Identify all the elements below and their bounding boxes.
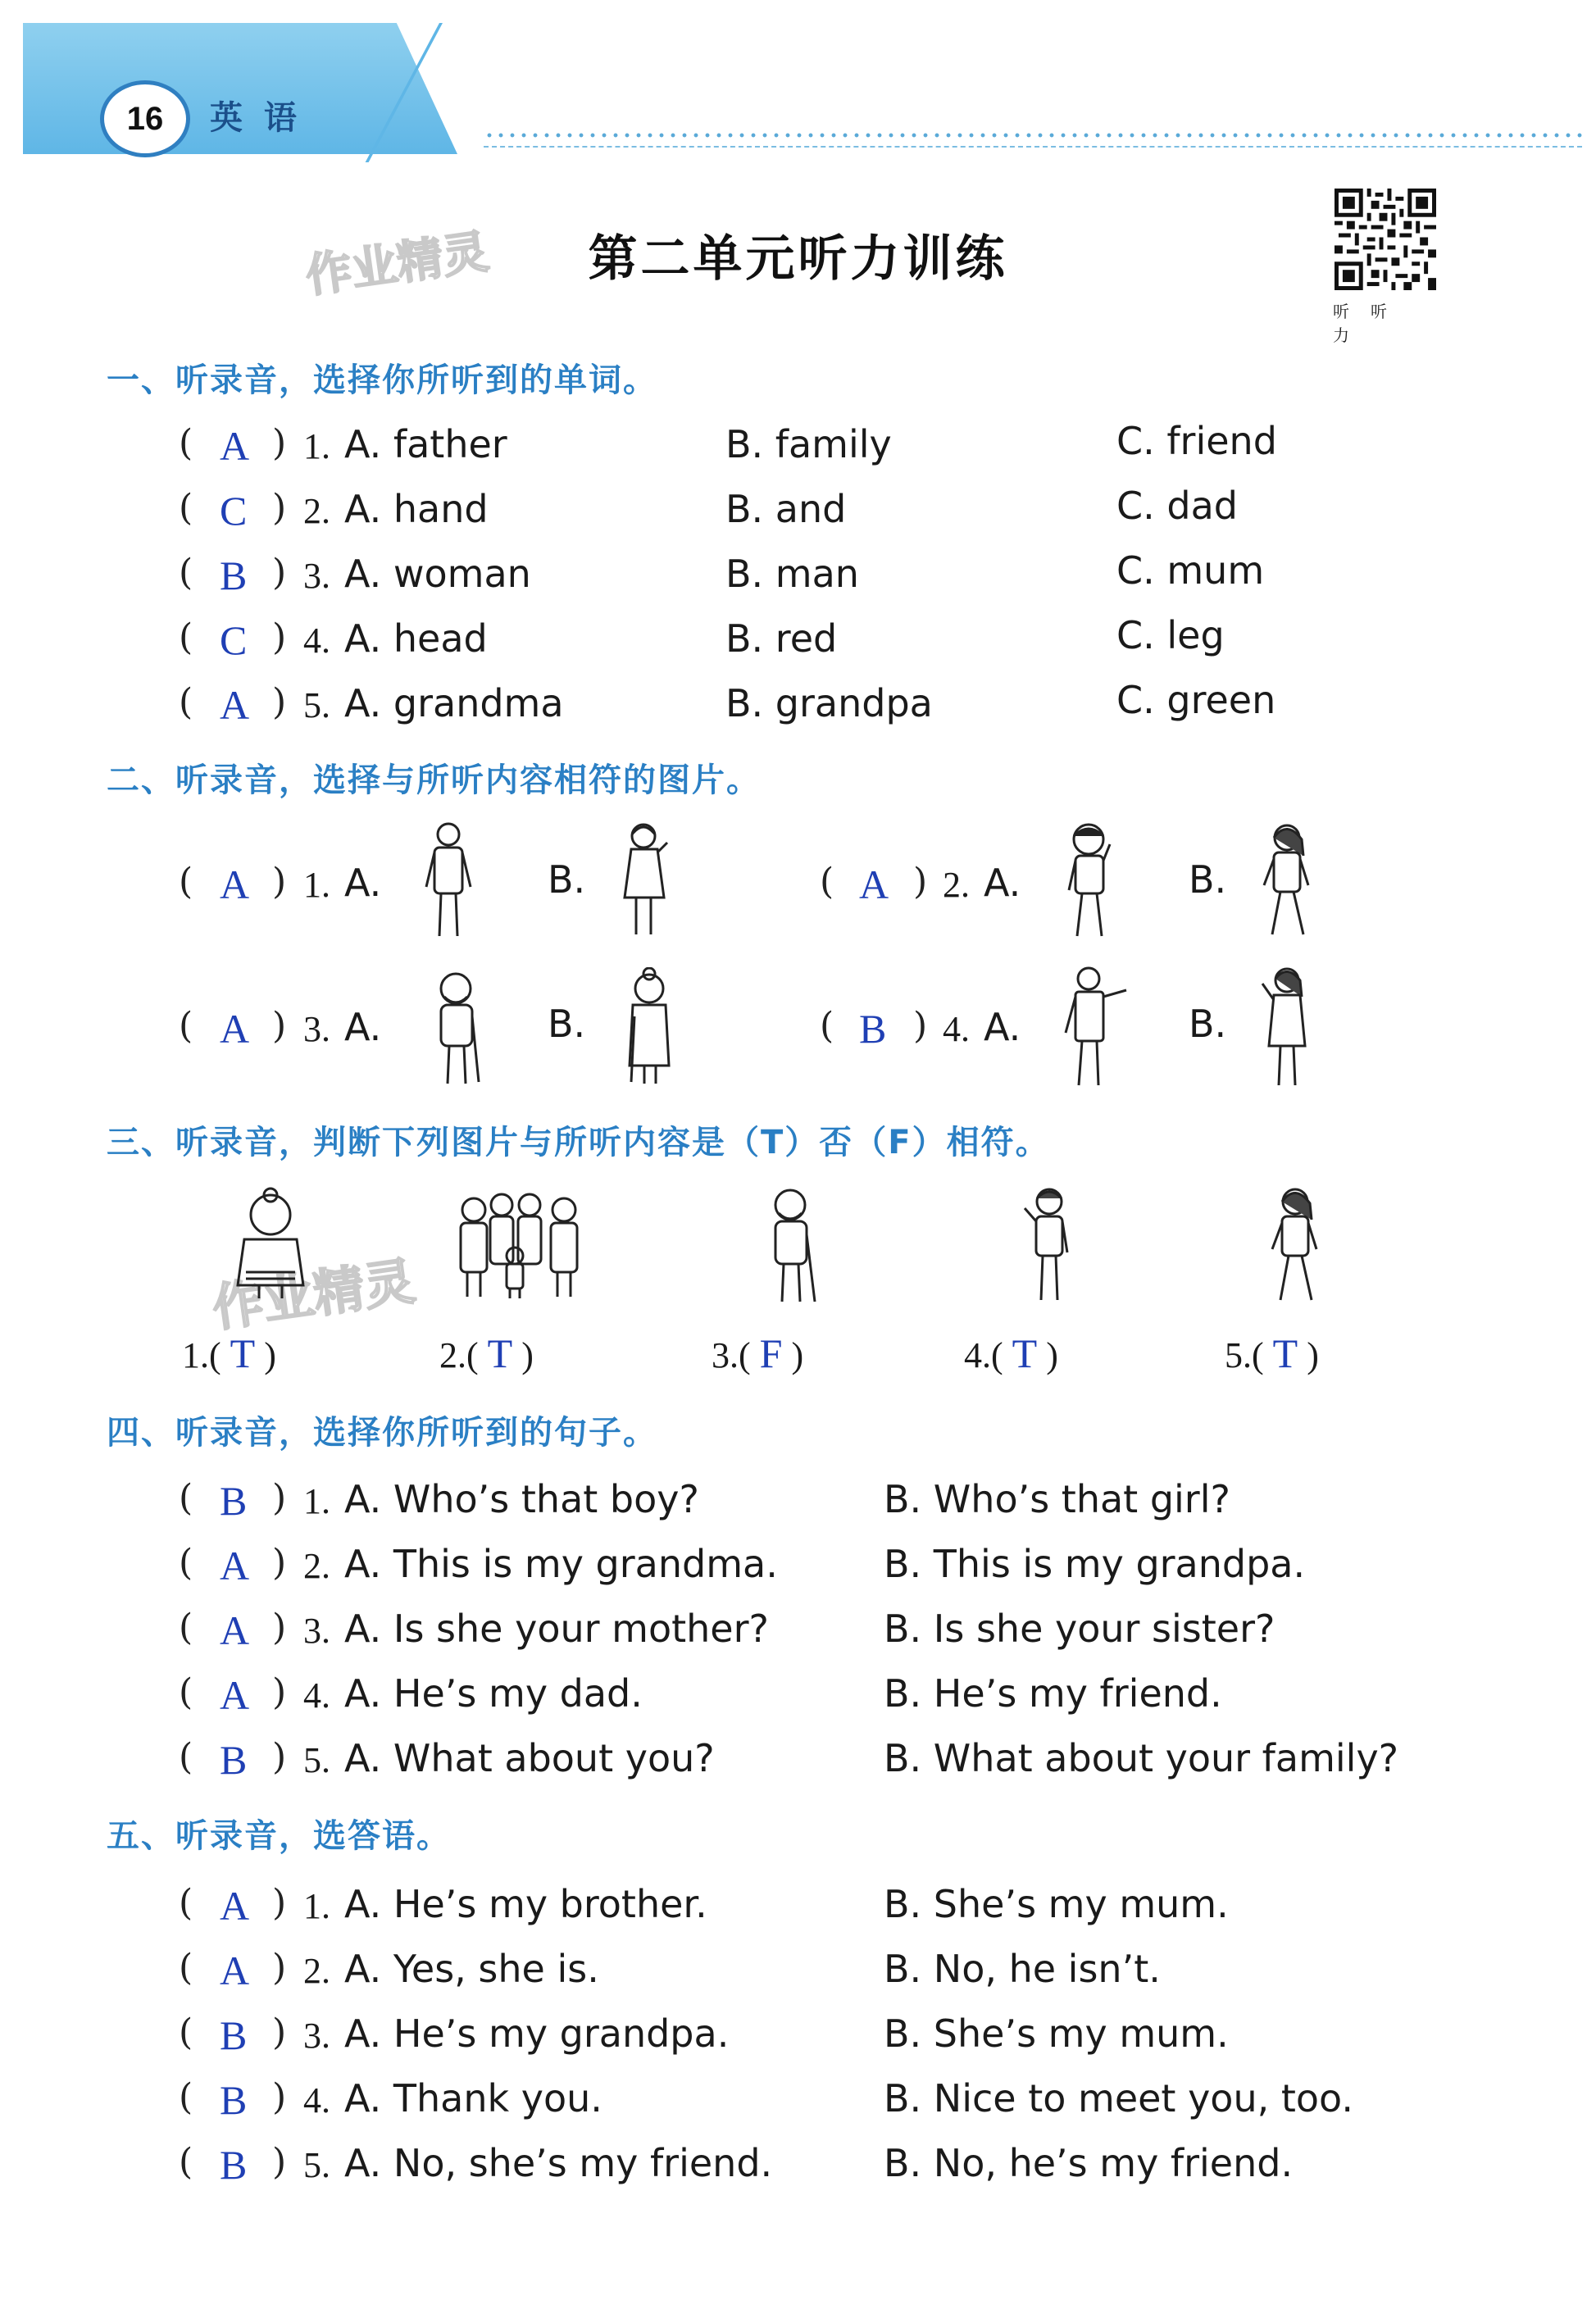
answer-mark: B: [859, 1006, 887, 1052]
question-row: [0, 1736, 1596, 1793]
option-c: C. leg: [1116, 613, 1225, 657]
question-number: 2.: [943, 865, 970, 905]
answer-mark: A: [220, 423, 250, 469]
question-number: 1.: [303, 1886, 330, 1926]
section-2-heading: 二、听录音，选择与所听内容相符的图片。: [107, 761, 761, 799]
option-a: A. What about you?: [344, 1736, 715, 1780]
paren-close: ): [272, 2141, 287, 2183]
option-a: A. Is she your mother?: [344, 1607, 769, 1651]
option-b: B. Is she your sister?: [884, 1607, 1275, 1651]
question-number: 4.: [964, 1335, 991, 1375]
paren-open: (: [179, 681, 193, 723]
paren-close: ): [272, 1477, 287, 1519]
paren-open: (: [179, 616, 193, 658]
option-b: B.: [1189, 1002, 1227, 1046]
answer-mark: F: [759, 1330, 783, 1376]
option-a: A. This is my grandma.: [344, 1542, 778, 1586]
question-number: 4.: [303, 1675, 330, 1716]
paren-close: ): [272, 1882, 287, 1924]
answer-mark: T: [1012, 1330, 1038, 1376]
section-1-heading: 一、听录音，选择你所听到的单词。: [107, 361, 657, 399]
picture-question-row: [0, 857, 1596, 918]
question-number: 5.: [1225, 1335, 1252, 1375]
question-row: [0, 678, 1596, 739]
option-b: B. No, he isn’t.: [884, 1947, 1161, 1991]
paren-close: ): [272, 1947, 287, 1989]
answer-mark: A: [220, 1948, 250, 1993]
boy-standing-illustration: [1016, 1184, 1082, 1307]
paren-close: ): [272, 681, 287, 723]
answer-mark: A: [220, 861, 250, 907]
question-number: 5.: [303, 685, 330, 725]
answer-mark: T: [487, 1330, 513, 1376]
grandpa-figure-illustration: [425, 967, 490, 1090]
option-b: B. Nice to meet you, too.: [884, 2076, 1353, 2120]
paren-open: (: [179, 1542, 193, 1584]
question-number: 3.: [303, 2016, 330, 2056]
question-row: [0, 419, 1596, 480]
option-c: C. friend: [1116, 419, 1277, 463]
answer-mark: A: [220, 682, 250, 728]
picture-question-row: [0, 1002, 1596, 1062]
option-b: B. red: [725, 616, 838, 661]
answer-mark: A: [220, 1607, 250, 1653]
option-c: C. green: [1116, 678, 1276, 722]
answer-mark: B: [220, 552, 248, 598]
subject-label: 英 语: [210, 98, 302, 137]
grandpa-cane-illustration: [754, 1184, 828, 1307]
paren-close: ): [272, 2076, 287, 2118]
question-number: 2.: [303, 491, 330, 531]
question-row: [0, 2076, 1596, 2134]
page-title: 第二单元听力训练: [588, 230, 1008, 288]
option-b: B. No, he’s my friend.: [884, 2141, 1294, 2185]
header-dotted-rule: [484, 131, 1582, 148]
answer-mark: B: [220, 2142, 248, 2188]
page-number: 16: [100, 80, 190, 157]
answer-mark: B: [220, 2012, 248, 2058]
question-number: 5.: [303, 1740, 330, 1780]
question-number: 2.: [439, 1335, 466, 1375]
question-number: 3.: [303, 556, 330, 596]
question-row: [0, 1607, 1596, 1664]
option-b: B. He’s my friend.: [884, 1671, 1222, 1716]
paren-open: (: [179, 1005, 193, 1047]
qr-label: 听听力: [1333, 302, 1408, 345]
option-b: B.: [548, 1002, 586, 1046]
question-row: [0, 1671, 1596, 1729]
paren-open: (: [179, 1477, 193, 1519]
tf-item: 5.( T ): [1225, 1330, 1319, 1376]
boy-figure-illustration: [1057, 820, 1123, 943]
answer-mark: T: [230, 1330, 256, 1376]
option-a: A.: [344, 1005, 382, 1049]
grandma-knitting-illustration: [230, 1187, 311, 1302]
question-row: [0, 2011, 1596, 2069]
option-b: B. family: [725, 422, 892, 466]
question-number: 1.: [303, 426, 330, 466]
paren-close: ): [272, 1542, 287, 1584]
paren-close: ): [272, 1671, 287, 1713]
option-b: B.: [1189, 857, 1227, 902]
girl-figure-illustration: [616, 820, 674, 943]
option-a: A. father: [344, 422, 507, 466]
option-b: B. She’s my mum.: [884, 2011, 1229, 2056]
tf-item: 4.( T ): [964, 1330, 1058, 1376]
family-photo-illustration: [451, 1187, 590, 1302]
question-number: 4.: [303, 2080, 330, 2120]
option-b: B.: [548, 857, 586, 902]
question-number: 3.: [303, 1009, 330, 1049]
question-number: 4.: [943, 1009, 970, 1049]
tf-item: 3.( F ): [712, 1330, 804, 1376]
girl-with-bag-illustration: [1254, 820, 1320, 943]
answer-mark: A: [220, 1543, 250, 1589]
paren-open: (: [820, 1005, 834, 1047]
option-b: B. She’s my mum.: [884, 1882, 1229, 1926]
tf-item: 2.( T ): [439, 1330, 534, 1376]
question-row: [0, 1947, 1596, 2004]
man-figure-illustration: [420, 820, 477, 943]
answer-mark: B: [220, 2077, 248, 2123]
question-row: [0, 1477, 1596, 1534]
paren-open: (: [179, 2076, 193, 2118]
option-a: A. No, she’s my friend.: [344, 2141, 773, 2185]
question-row: [0, 2141, 1596, 2198]
section-3-heading: 三、听录音，判断下列图片与所听内容是（T）否（F）相符。: [107, 1124, 1050, 1161]
paren-open: (: [820, 861, 834, 902]
header-dashed-rule: [484, 146, 1582, 148]
paren-open: (: [179, 861, 193, 902]
grandma-figure-illustration: [616, 967, 682, 1090]
paren-close: ): [913, 1005, 928, 1047]
qr-code-icon[interactable]: [1335, 189, 1436, 290]
father-figure-illustration: [1051, 964, 1133, 1091]
answer-mark: B: [220, 1478, 248, 1524]
paren-close: ): [272, 487, 287, 529]
option-a: A.: [984, 1005, 1021, 1049]
paren-close: ): [272, 1607, 287, 1648]
option-a: A. woman: [344, 552, 531, 596]
question-row: [0, 1882, 1596, 1939]
paren-close: ): [272, 861, 287, 902]
option-b: B. This is my grandpa.: [884, 1542, 1306, 1586]
watermark: 作业精灵: [208, 1251, 419, 1339]
option-a: A. He’s my brother.: [344, 1882, 707, 1926]
question-number: 1.: [182, 1335, 209, 1375]
paren-close: ): [913, 861, 928, 902]
paren-open: (: [179, 1607, 193, 1648]
paren-close: ): [272, 616, 287, 658]
option-a: A. hand: [344, 487, 489, 531]
option-b: B. grandpa: [725, 681, 933, 725]
girl-walking-illustration: [1262, 1184, 1328, 1307]
option-a: A. Who’s that boy?: [344, 1477, 699, 1521]
paren-open: (: [179, 1947, 193, 1989]
section-5-heading: 五、听录音，选答语。: [107, 1817, 451, 1855]
mother-figure-illustration: [1254, 964, 1320, 1091]
answer-mark: A: [220, 1672, 250, 1718]
tf-item: 1.( T ): [182, 1330, 276, 1376]
option-a: A.: [984, 861, 1021, 905]
option-b: B. and: [725, 487, 847, 531]
paren-close: ): [272, 552, 287, 593]
option-b: B. What about your family?: [884, 1736, 1399, 1780]
paren-close: ): [272, 1005, 287, 1047]
question-row: [0, 484, 1596, 544]
paren-open: (: [179, 2011, 193, 2053]
paren-close: ): [272, 1736, 287, 1778]
answer-mark: T: [1272, 1330, 1298, 1376]
paren-open: (: [179, 487, 193, 529]
question-number: 5.: [303, 2145, 330, 2185]
question-number: 2.: [303, 1951, 330, 1991]
answer-mark: A: [859, 861, 889, 907]
option-a: A. He’s my dad.: [344, 1671, 643, 1716]
question-number: 4.: [303, 620, 330, 661]
paren-open: (: [179, 422, 193, 464]
question-row: [0, 548, 1596, 609]
watermark: 作业精灵: [302, 225, 493, 304]
paren-close: ): [272, 2011, 287, 2053]
paren-open: (: [179, 1736, 193, 1778]
answer-mark: C: [220, 488, 248, 534]
option-a: A.: [344, 861, 382, 905]
paren-open: (: [179, 552, 193, 593]
question-number: 3.: [712, 1335, 739, 1375]
option-a: A. Thank you.: [344, 2076, 602, 2120]
paren-close: ): [272, 422, 287, 464]
paren-open: (: [179, 2141, 193, 2183]
option-a: A. He’s my grandpa.: [344, 2011, 730, 2056]
paren-open: (: [179, 1671, 193, 1713]
answer-mark: A: [220, 1006, 250, 1052]
question-number: 2.: [303, 1546, 330, 1586]
answer-mark: B: [220, 1737, 248, 1783]
question-number: 3.: [303, 1611, 330, 1651]
answer-mark: A: [220, 1883, 250, 1929]
paren-open: (: [179, 1882, 193, 1924]
question-row: [0, 613, 1596, 674]
question-row: [0, 1542, 1596, 1599]
option-a: A. Yes, she is.: [344, 1947, 599, 1991]
section-4-heading: 四、听录音，选择你所听到的句子。: [107, 1414, 657, 1452]
question-number: 1.: [303, 865, 330, 905]
option-b: B. Who’s that girl?: [884, 1477, 1230, 1521]
question-number: 1.: [303, 1481, 330, 1521]
option-c: C. dad: [1116, 484, 1238, 528]
answer-mark: C: [220, 617, 248, 663]
option-a: A. grandma: [344, 681, 564, 725]
option-a: A. head: [344, 616, 488, 661]
option-c: C. mum: [1116, 548, 1265, 593]
option-b: B. man: [725, 552, 859, 596]
